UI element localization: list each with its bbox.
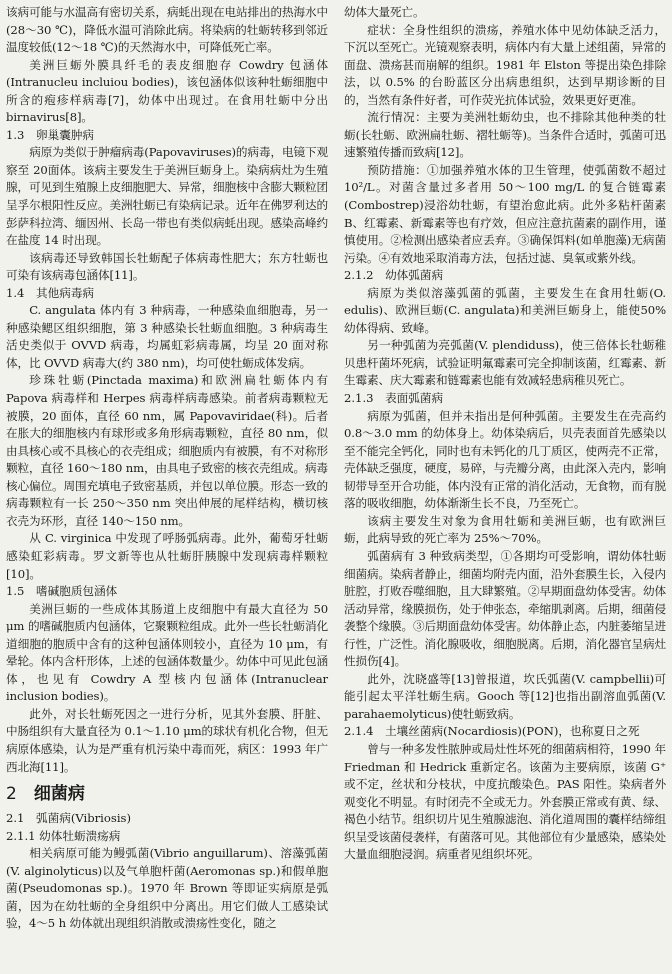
right-column [344, 4, 666, 864]
paragraph-r1: 幼体大量死亡。 [344, 5, 425, 19]
section-number: 2 [6, 784, 17, 805]
subsection-heading-h13: 1.3 卵巢囊肿病 [6, 127, 95, 142]
paragraph-r6: 另一种弧菌为亮弧菌(V. plendiduss)，使三倍体长牡蛎稚贝患杆菌坏死病，试验证明氟霉素可完全抑制该菌，红霉素、新生霉素、庆大霉素和链霉素也能有效减轻患病稚贝死亡。 [344, 338, 666, 388]
section-title: 细菌病 [33, 784, 85, 805]
subsection-heading-h14: 1.4 其他病毒病 [6, 285, 95, 300]
paragraph-p10: 相关病原可能为鳗弧菌(Vibrio anguillarum)、溶藻弧菌(V. alginolyticus)以及气单胞杆菌(Aeromonas sp.)和假单胞菌(Pseudomonas sp.)。1970 年 Brown 等即证实病原是弧菌，因为在幼牡蛎的全身组织中分离出。用它们做人工感染试验，4～5 h 幼体就出现组织消散或溃疡性变化，随之 [6, 846, 328, 931]
paragraph-r8: 该病主要发生对象为食用牡蛎和美洲巨蛎，也有欧洲巨蛎，此病导致的死亡率为 25%～70%。 [344, 513, 666, 546]
subsection-heading-h212: 2.1.2 幼体弧菌病 [344, 268, 444, 283]
subsection-heading-h213: 2.1.3 表面弧菌病 [344, 391, 444, 406]
left-column [6, 4, 328, 933]
paragraph-r3: 流行情况：主要为美洲牡蛎幼虫，也不排除其他种类的牡蛎(长牡蛎、欧洲扁牡蛎、褶牡蛎等)。当条件合适时，弧菌可迅速繁殖传播而致病[12]。 [344, 110, 666, 160]
subsection-heading-h214: 2.1.4 土壤丝菌病(Nocardiosis)(PON)，也称夏日之死 [344, 724, 640, 739]
paragraph-p4: 该病毒还导致韩国长牡蛎配子体病毒性肥大；东方牡蛎也可染有该病毒包涵体[11]。 [6, 250, 328, 283]
paragraph-r4: 预防措施：①加强养殖水体的卫生管理，使弧菌数不超过 10²/L。对菌含量过多者用 50～100 mg/L 的复合链霉素(Combostrep)浸浴幼牡蛎，有望治愈此病。此外多粘杆菌素 B、红霉素、新霉素等也有疗效，但应注意抗菌素的副作用，谨慎使用。②检测出感染者应丢弃。③确保饵料(如单胞藻)无病菌污染。④有效地采取消毒方法，包括过滤、臭氧或紫外线。 [344, 162, 666, 265]
paragraph-p9: 此外，对长牡蛎死因之一进行分析，见其外套膜、肝脏、中肠组织有大量直径为 0.1～1.10 μm的球状有机化合物，但无病原体感染，认为是严重有机污染中毒而死，病区：1993 年广西北海[11]。 [6, 706, 328, 774]
paragraph-r9: 弧菌病有 3 种致病类型，①各期均可受影响，谓幼体牡蛎细菌病。染病者静止，细菌均附壳内面，沿外套膜生长，入侵内脏腔，打败吞噬细胞，且大肆繁殖。②早期面盘幼体受害。幼体活动异常，缘膜损伤，处于伸张态，牵缩肌剥离。后期，细菌侵袭整个缘膜。③后期面盘幼体受害。幼体静止态，内脏萎缩呈进行性，广泛性。消化腺吸收，细胞脱离。后期，消化器官呈病灶性损伤[4]。 [344, 548, 666, 669]
subsection-heading-h15: 1.5 嗜碱胞质包涵体 [6, 584, 118, 599]
paragraph-p6: 珍珠牡蛎(Pinctada maxima)和欧洲扁牡蛎体内有 Papova 病毒样和 Herpes 病毒样病毒感染。前者病毒颗粒无被膜，20 面体，直径 60 nm，属 Papovaviridae(科)。后者在胀大的细胞核内有球形或多角形病毒颗粒，直径 80 nm，似由具核心或不具核心的衣壳组成；细胞质内有被膜，有不对称形颗粒，直径 160～180 nm，由具电子致密的核衣壳组成。病毒核心偏位。周围充填电子致密基质，并包以单位膜。形态一致的病毒颗粒有一长 250～350 nm 突出伸展的尾样结构，横切核衣壳为环形，直径 140～150 nm。 [6, 373, 328, 528]
paragraph-p2: 美洲巨蛎外膜具纤毛的表皮细胞存 Cowdry 包涵体(Intranucleu incluiou bodies)，该包涵体似该种牡蛎细胞中所含的疱疹样病毒[7]，幼体中出现过。在食用牡蛎中分出 birnavirus[8]。 [6, 57, 328, 125]
subsection-heading-h21: 2.1 弧菌病(Vibriosis) [6, 811, 131, 826]
section-heading-h2 [6, 783, 328, 805]
paragraph-r2: 症状：全身性组织的溃疡，养殖水体中见幼体缺乏活力，下沉以至死亡。光镜观察表明，病体内有大量上述组菌，异常的面盘、溃疡甚而崩解的组织。1981 年 Elston 等提出染色排除法，以 0.5% 的台盼蓝区分出病患组织，达到早期诊断的目的，当然有条件好者，可作荧光抗体试验，效果更好更准。 [344, 22, 666, 107]
paragraph-r11: 曾与一种多发性脓肿或局灶性坏死的细菌病相符，1990 年 Friedman 和 Hedrick 重新定名。该菌为主要病原，该菌 G⁺ 或不定，丝状和分枝状，中度抗酸染色。PAS 阳性。染病者外观变化不明显。有时闭壳不全或无力。外套膜正常或有黄、绿、褐色小结节。组织切片见生殖腺滤泡、消化道周围的囊样结缔组织呈受该菌侵袭样，有菌落可见。其他部位有少量感染，感染处大量血细胞浸润。病重者见组织坏死。 [344, 741, 666, 862]
paragraph-p7: 从 C. virginica 中发现了呼肠弧病毒。此外，葡萄牙牡蛎感染虹彩病毒。罗文新等也从牡蛎肝胰腺中发现病毒样颗粒[10]。 [6, 531, 328, 581]
paragraph-r7: 病原为弧菌，但并未指出是何种弧菌。主要发生在壳高约 0.8～3.0 mm 的幼体身上。幼体染病后，贝壳表面首先感染以至不能完全钙化，同时也有未钙化的几丁质区，使两壳不正常，壳体缺乏强度，硬度，易碎，与壳瓣分离，由此深入壳内，影响韧带导至开合功能，体内没有正常的消化活动，无食物，而有脱落的吸收细胞，幼体渐渐生长不良，乃至死亡。 [344, 408, 666, 511]
paragraph-p5: C. angulata 体内有 3 种病毒，一种感染血细胞毒，另一种感染鳃区组织细胞，第 3 种感染长牡蛎血细胞。3 种病毒生活史类似于 OVVD 病毒，均属虹彩病毒属，均呈 20 面对称体，比 OVVD 病毒大(约 380 nm)，均可使牡蛎成体发病。 [6, 303, 328, 370]
subsection-heading-h211: 2.1.1 幼体牡蛎溃疡病 [6, 828, 121, 843]
paragraph-p8: 美洲巨蛎的一些成体其肠道上皮细胞中有最大直径为 50 μm 的嗜碱胞质内包涵体，它聚颗粒组成。此外一些长牡蛎消化道细胞的胞质中含有的这种包涵体则较小，直径为 10 μm，有晕轮。体内含杆形体，上述的包涵体数量少。幼体中可见此包涵体，也见有 Cowdry A 型核内包涵体(Intranuclear inclusion bodies)。 [6, 601, 328, 704]
paragraph-r5: 病原为类似溶藻弧菌的弧菌，主要发生在食用牡蛎(O. edulis)、欧洲巨蛎(C. angulata)和美洲巨蛎身上，能使50%幼体得病、致峰。 [344, 285, 666, 335]
paragraph-p3: 病原为类似于肿瘤病毒(Papovaviruses)的病毒，电镜下观察至 20面体。该病主要发生于美洲巨蛎身上。染病病灶为生殖腺，可见到生殖腺上皮细胞肥大、异常，细胞核中含膨大颗粒团呈孚尔根阳性反应。美洲牡蛎已有染病记录。近年在佛罗利达的彭萨科拉湾、缅因州、长岛一带也有类似病蚝出现。感染高峰约在盐度 14 时出现。 [6, 145, 328, 248]
paragraph-r10: 此外，沈晓盛等[13]曾报道，坎氏弧菌(V. campbellii)可能引起太平洋牡蛎生病。Gooch 等[12]也指出副溶血弧菌(V. parahaemolyticus)使牡蛎致病。 [344, 671, 666, 721]
paragraph-p1: 该病可能与水温高有密切关系，病蚝出现在电站排出的热海水中(28～30 ℃)，降低水温可消除此病。将染病的牡蛎转移到邻近温度较低(12～18 ℃)的天然海水中，可降低死亡率。 [6, 5, 328, 55]
